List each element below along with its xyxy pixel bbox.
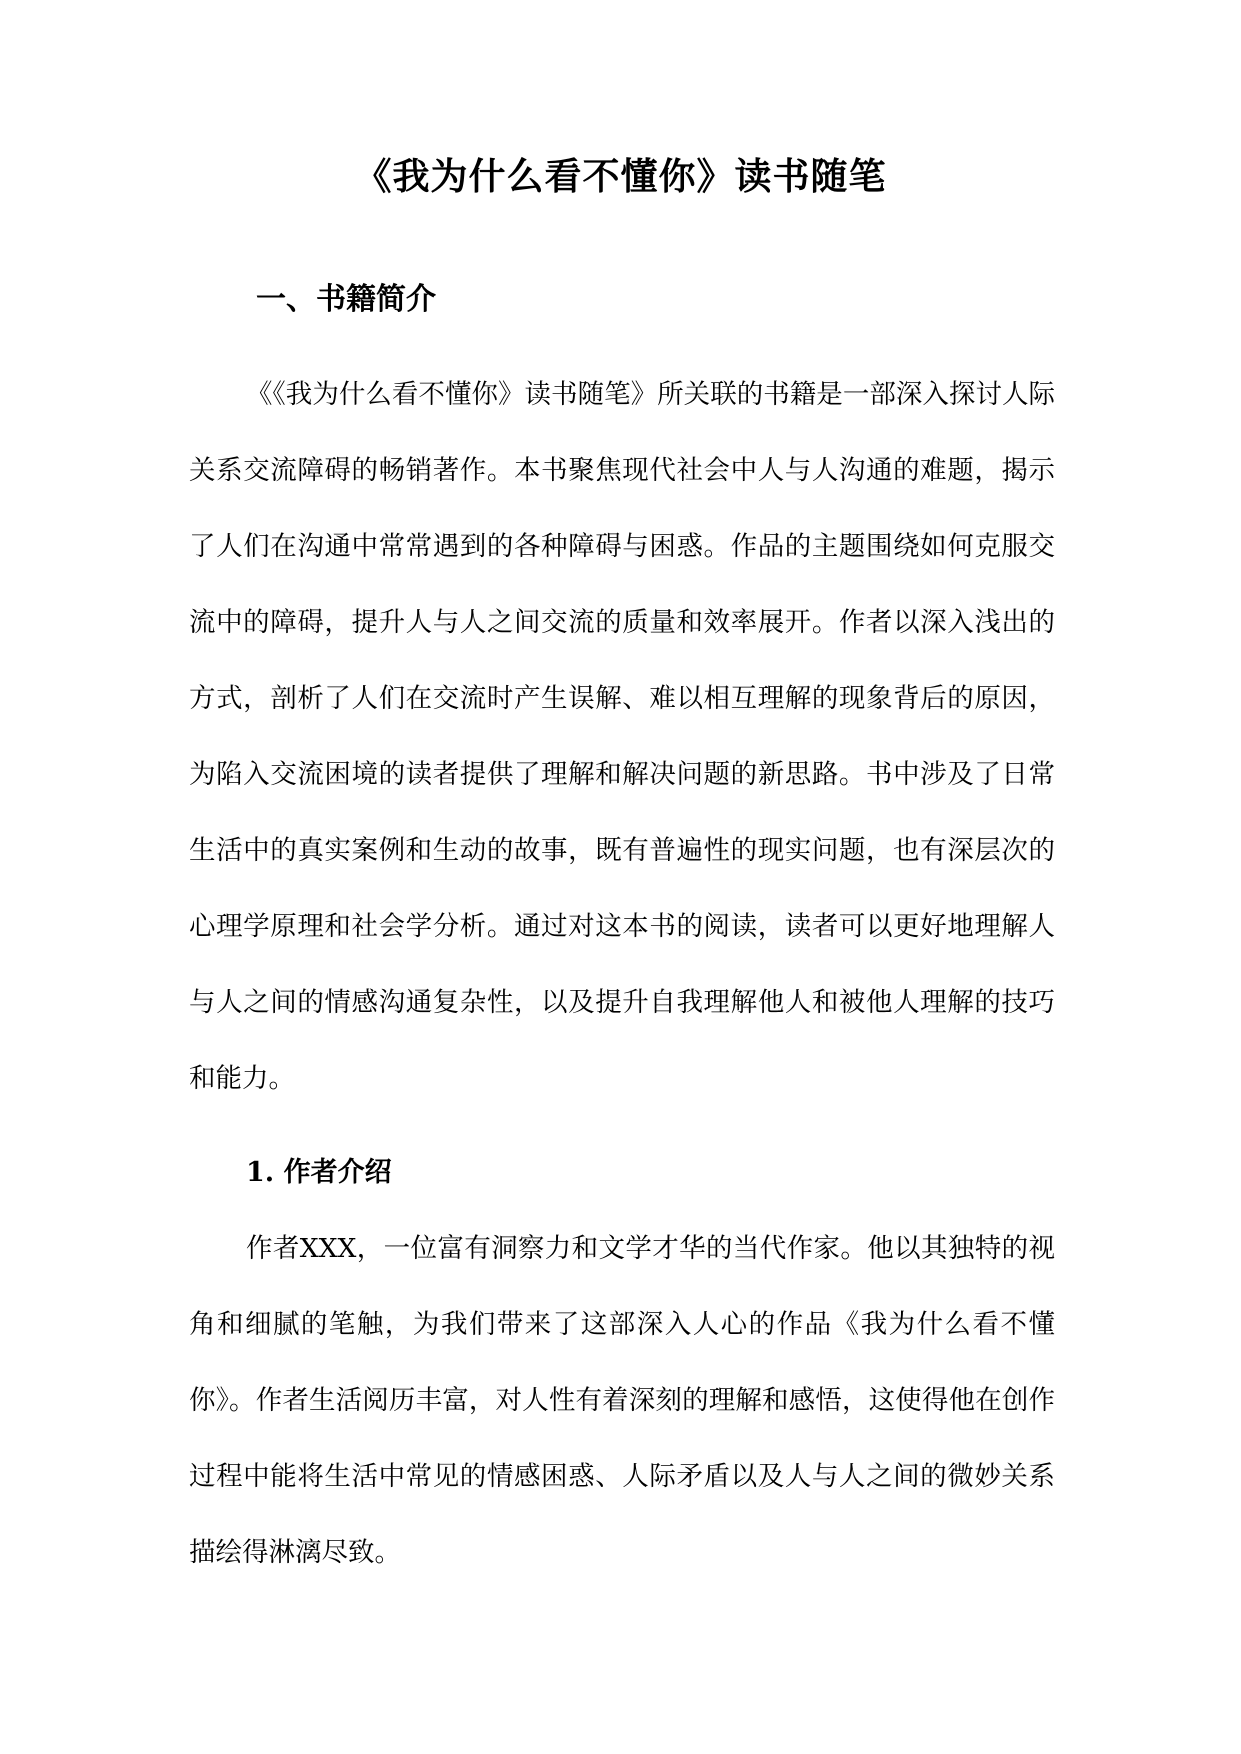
paragraph-book-intro: 《《我为什么看不懂你》读书随笔》所关联的书籍是一部深入探讨人际关系交流障碍的畅销著作。本书聚焦现代社会中人与人沟通的难题，揭示了人们在沟通中常常遇到的各种障碍与困惑。作品的主题围绕如何克服交流中的障碍，提升人与人之间交流的质量和效率展开。作者以深入浅出的方式，剖析了人们在交流时产生误解、难以相互理解的现象背后的原因，为陷入交流困境的读者提供了理解和解决问题的新思路。书中涉及了日常生活中的真实案例和生动的故事，既有普遍性的现实问题，也有深层次的心理学原理和社会学分析。通过对这本书的阅读，读者可以更好地理解人与人之间的情感沟通复杂性，以及提升自我理解他人和被他人理解的技巧和能力。 — [189, 379, 1055, 1094]
section-heading-book-intro: 一、书籍简介 — [256, 282, 436, 317]
subsection-heading-author-intro: 1. 作者介绍 — [246, 1157, 392, 1188]
document-title: 《我为什么看不懂你》读书随笔 — [354, 154, 887, 198]
paragraph-author-intro: 作者XXX，一位富有洞察力和文学才华的当代作家。他以其独特的视角和细腻的笔触，为我们带来了这部深入人心的作品《我为什么看不懂你》。作者生活阅历丰富，对人性有着深刻的理解和感悟，这使得他在创作过程中能将生活中常见的情感困惑、人际矛盾以及人与人之间的微妙关系描绘得淋漓尽致。 — [189, 1233, 1055, 1568]
